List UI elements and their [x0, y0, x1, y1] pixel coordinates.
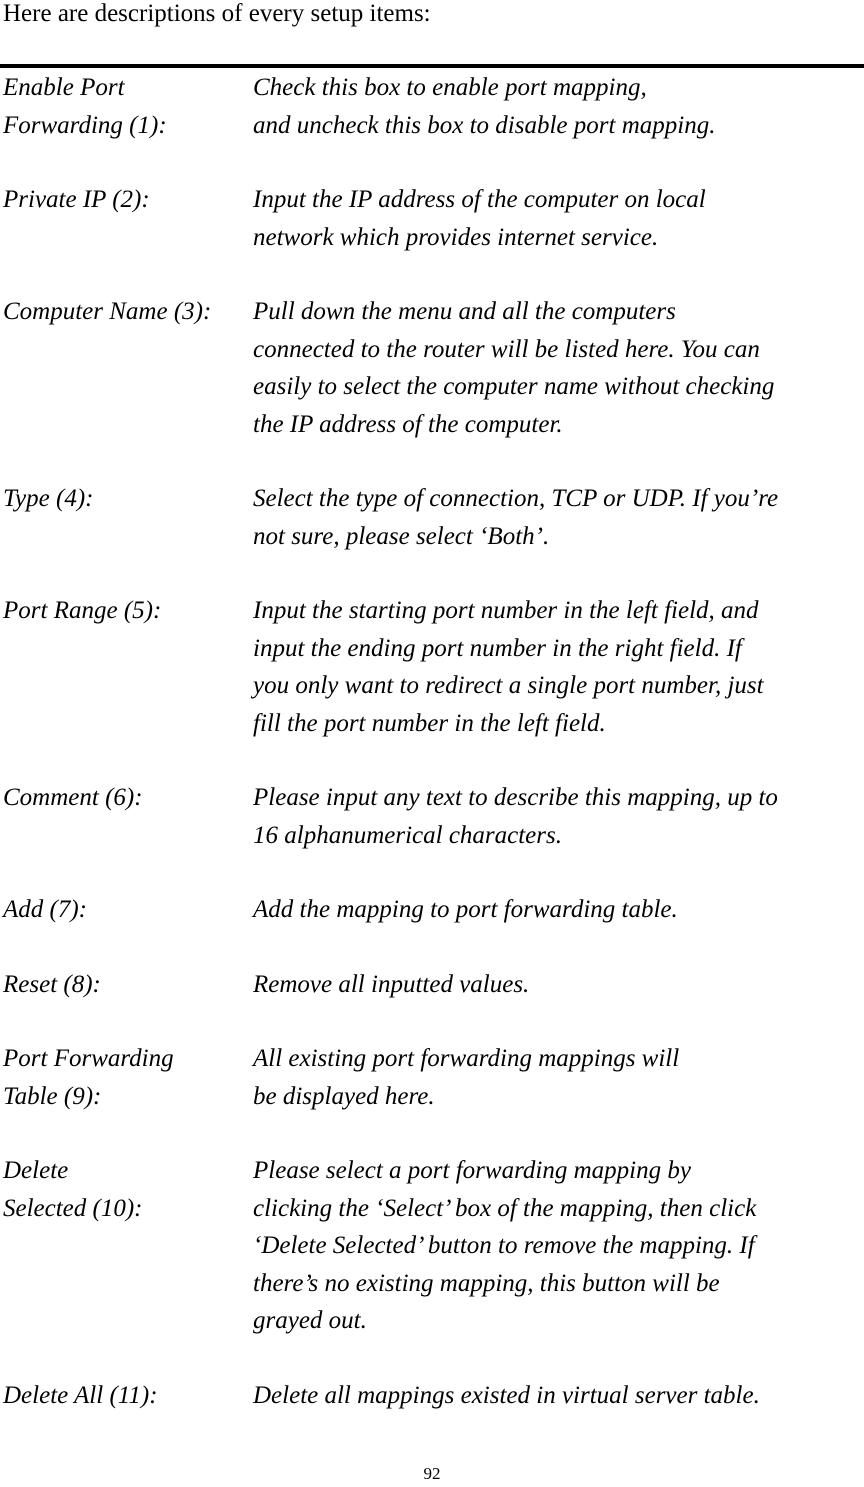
item-term: Delete Selected (10): — [3, 1157, 143, 1222]
item-description: All existing port forwarding mappings will be displayed here. — [253, 1045, 680, 1110]
item-term: Port Range (5): — [3, 597, 162, 624]
section-divider — [0, 64, 864, 68]
setup-item-port-range — [0, 592, 864, 742]
item-term: Enable Port Forwarding (1): — [3, 74, 167, 139]
item-description: Input the IP address of the computer on local network which provides internet service. — [253, 186, 706, 251]
item-term: Delete All (11): — [3, 1381, 158, 1409]
item-term: Type (4): — [3, 485, 94, 512]
intro-text: Here are descriptions of every setup items: — [3, 0, 431, 27]
setup-item-add — [0, 891, 864, 929]
setup-item-delete-selected — [0, 1152, 864, 1340]
setup-item-port-forwarding-table — [0, 1040, 864, 1115]
item-description: Input the starting port number in the left field, and input the ending port number in the right field. If you only want to redirect a single port number, just fill the port number in the left field. — [253, 597, 764, 737]
page-number: 92 — [423, 1464, 441, 1483]
item-term: Reset (8): — [3, 970, 101, 998]
setup-item-delete-all — [0, 1377, 864, 1415]
item-description: Please input any text to describe this mapping, up to 16 alphanumerical characters. — [253, 784, 778, 849]
setup-item-enable-port-forwarding — [0, 69, 864, 144]
item-description: Please select a port forwarding mapping by clicking the ‘Select’ box of the mapping, then click ‘Delete Selected’ button to remove the mapping. If there’s no existing mapping, this button will be grayed out. — [253, 1157, 757, 1334]
setup-item-type — [0, 480, 864, 555]
item-term: Port Forwarding Table (9): — [3, 1045, 174, 1110]
item-term: Computer Name (3): — [3, 298, 212, 325]
setup-item-computer-name — [0, 293, 864, 443]
item-description: Delete all mappings existed in virtual server table. — [253, 1381, 760, 1409]
item-description: Pull down the menu and all the computers connected to the router will be listed here. You can easily to select the computer name without checking the IP address of the computer. — [253, 298, 775, 438]
item-description: Add the mapping to port forwarding table. — [253, 896, 678, 923]
item-term: Private IP (2): — [3, 186, 150, 213]
setup-item-reset — [0, 966, 864, 1004]
setup-items-list — [0, 69, 864, 1451]
item-description: Select the type of connection, TCP or UDP. If you’re not sure, please select ‘Both’. — [253, 485, 779, 550]
setup-item-private-ip — [0, 181, 864, 256]
item-term: Comment (6): — [3, 784, 143, 811]
setup-item-comment — [0, 779, 864, 854]
item-description: Remove all inputted values. — [253, 970, 530, 998]
item-term: Add (7): — [3, 896, 87, 923]
item-description: Check this box to enable port mapping, and uncheck this box to disable port mapping. — [253, 74, 716, 139]
